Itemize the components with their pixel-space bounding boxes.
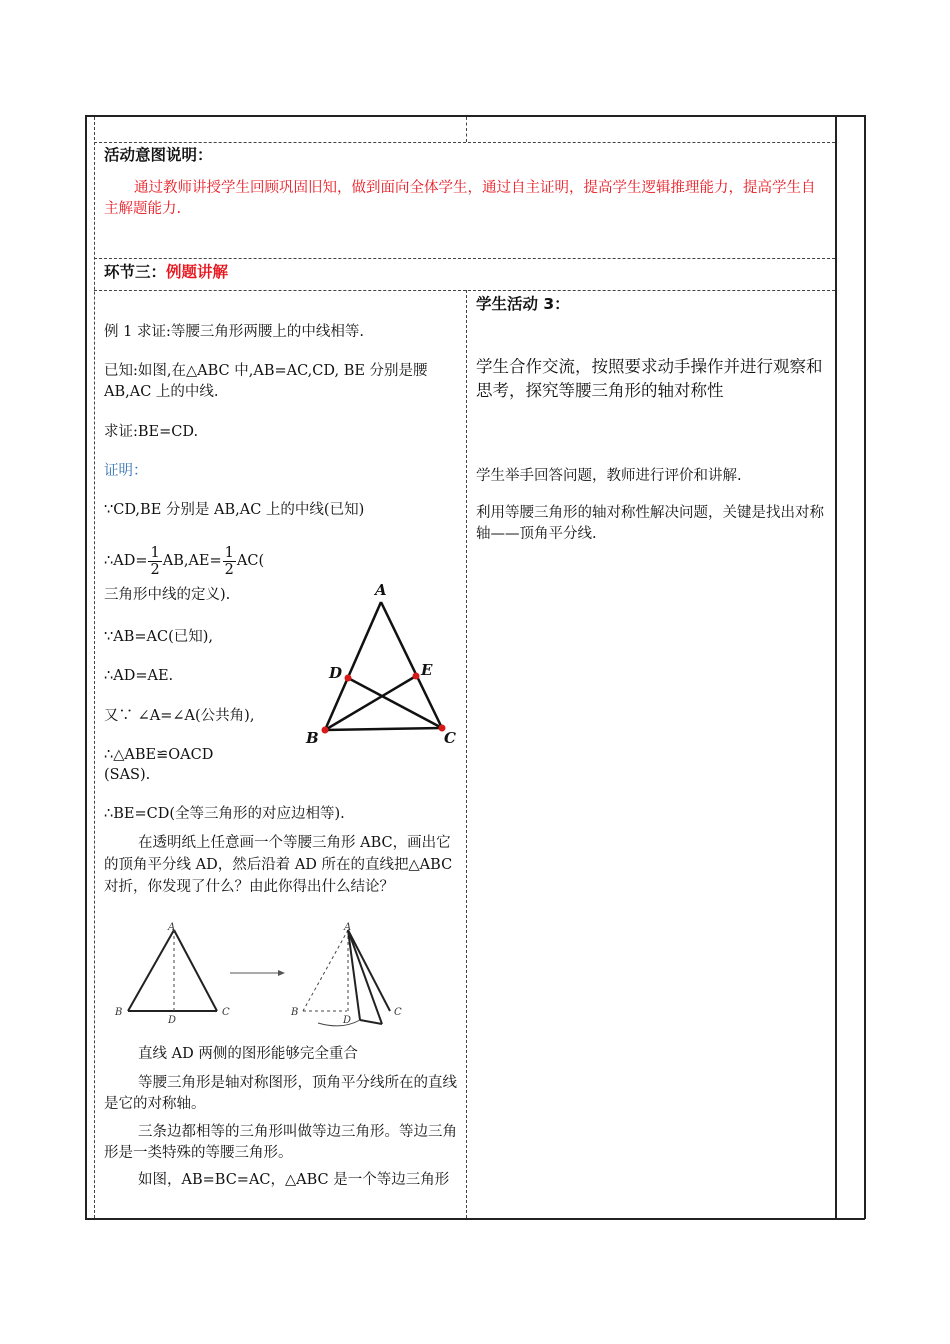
activity-intent-heading: 活动意图说明： [104,146,213,164]
point-b [322,727,329,734]
section-title [104,262,228,283]
step2-pre: ∴AD= [104,553,148,569]
fraction-den-2: 2 [224,561,234,578]
proof-step-1: ∵CD,BE 分别是 AB,AC 上的中线(已知) [104,502,365,518]
point-d [345,675,352,682]
label-e: E [421,661,433,679]
side-bc [325,728,442,730]
fig2-label-a1: A [168,922,176,933]
example-title: 例 1 求证:等腰三角形两腰上的中线相等. [104,324,364,340]
fraction-half-1 [148,545,161,578]
table-right-border [864,115,866,1219]
proof-step-3: ∵AB=AC(已知), [104,629,213,645]
fig2-label-d1: D [168,1015,177,1026]
right-tri-fold-2 [348,930,382,1024]
arrow-head [278,970,285,976]
outer-cell-right-line [835,115,837,1219]
side-ac [381,602,442,728]
proof-step-2-line-2: 三角形中线的定义). [104,587,231,603]
left-tri-ac [174,930,217,1011]
proof-step-7: ∴BE=CD(全等三角形的对应边相等). [104,806,345,822]
proof-step-6-line-2: (SAS). [104,767,151,783]
prove-statement: 求证:BE=CD. [104,424,199,440]
given-line-2: AB,AC 上的中线. [104,384,219,400]
fig2-label-b1: B [115,1007,123,1018]
row-line-2 [94,258,835,259]
axis-definition: 等腰三角形是轴对称图形，顶角平分线所在的直线是它的对称轴。 [104,1075,457,1112]
table-bottom-border [85,1218,865,1220]
right-tri-ab-dashed [303,930,348,1011]
activity-intent-body: 通过教师讲授学生回顾巩固旧知，做到面向全体学生，通过自主证明，提高学生逻辑推理能力，提高学生自主解题能力. [104,180,816,217]
step2-mid: AB,AE= [162,553,222,569]
fig2-label-c2: C [394,1007,402,1018]
proof-step-4: ∴AD=AE. [104,668,174,684]
fold-arc [318,1020,360,1026]
row-line-3 [94,290,835,291]
fraction-num-1: 1 [150,544,160,561]
student-solve-text: 利用等腰三角形的轴对称性解决问题，关键是找出对称轴——顶角平分线. [476,505,824,542]
fraction-den-1: 2 [150,561,160,578]
column-divider-main [466,290,467,1218]
section-prefix: 环节三： [104,263,167,281]
step2-post: AC( [236,553,265,569]
table-left-border [85,115,87,1219]
column-divider-top [466,117,467,142]
label-b: B [306,729,319,747]
fraction-num-2: 1 [224,544,234,561]
proof-label: 证明： [104,463,148,479]
median-cd [348,678,442,728]
median-be [325,676,416,730]
equilateral-definition: 三条边都相等的三角形叫做等边三角形。等边三角形是一类特殊的等腰三角形。 [104,1124,457,1161]
left-tri-ab [128,930,174,1011]
fig2-label-d2: D [343,1015,352,1026]
student-cooperate-text: 学生合作交流，按照要求动手操作并进行观察和思考，探究等腰三角形的轴对称性 [476,357,823,400]
student-activity-title: 学生活动 3： [476,295,570,313]
equilateral-example: 如图，AB=BC=AC，△ABC 是一个等边三角形 [138,1172,450,1188]
label-d: D [329,664,343,682]
fig2-label-a2: A [344,922,352,933]
label-a: A [375,581,387,599]
fraction-half-2 [223,545,236,578]
label-c: C [444,729,456,747]
proof-step-5: 又∵ ∠A=∠A(公共角), [104,708,255,724]
triangle-figure [298,580,468,750]
row-line-1 [94,142,835,143]
table-top-border [85,115,865,117]
fold-figure [110,922,410,1030]
proof-step-6-line-1: ∴△ABE≌OACD [104,747,214,763]
section-name: 例题讲解 [166,263,229,281]
student-answer-text: 学生举手回答问题，教师进行评价和讲解. [476,468,742,484]
fig2-label-b2: B [291,1007,299,1018]
proof-step-2 [104,543,264,579]
given-line-1: 已知:如图,在△ABC 中,AB=AC,CD, BE 分别是腰 [104,363,428,379]
coincide-statement: 直线 AD 两侧的图形能够完全重合 [138,1046,358,1062]
right-tri-fold-base [360,1020,382,1024]
inner-left-line [94,117,95,1218]
fig2-label-c1: C [222,1007,230,1018]
paper-fold-activity: 在透明纸上任意画一个等腰三角形 ABC，画出它的顶角平分线 AD，然后沿着 AD 所在的直线把△ABC 对折，你发现了什么？由此你得出什么结论？ [104,835,453,895]
point-e [413,673,420,680]
